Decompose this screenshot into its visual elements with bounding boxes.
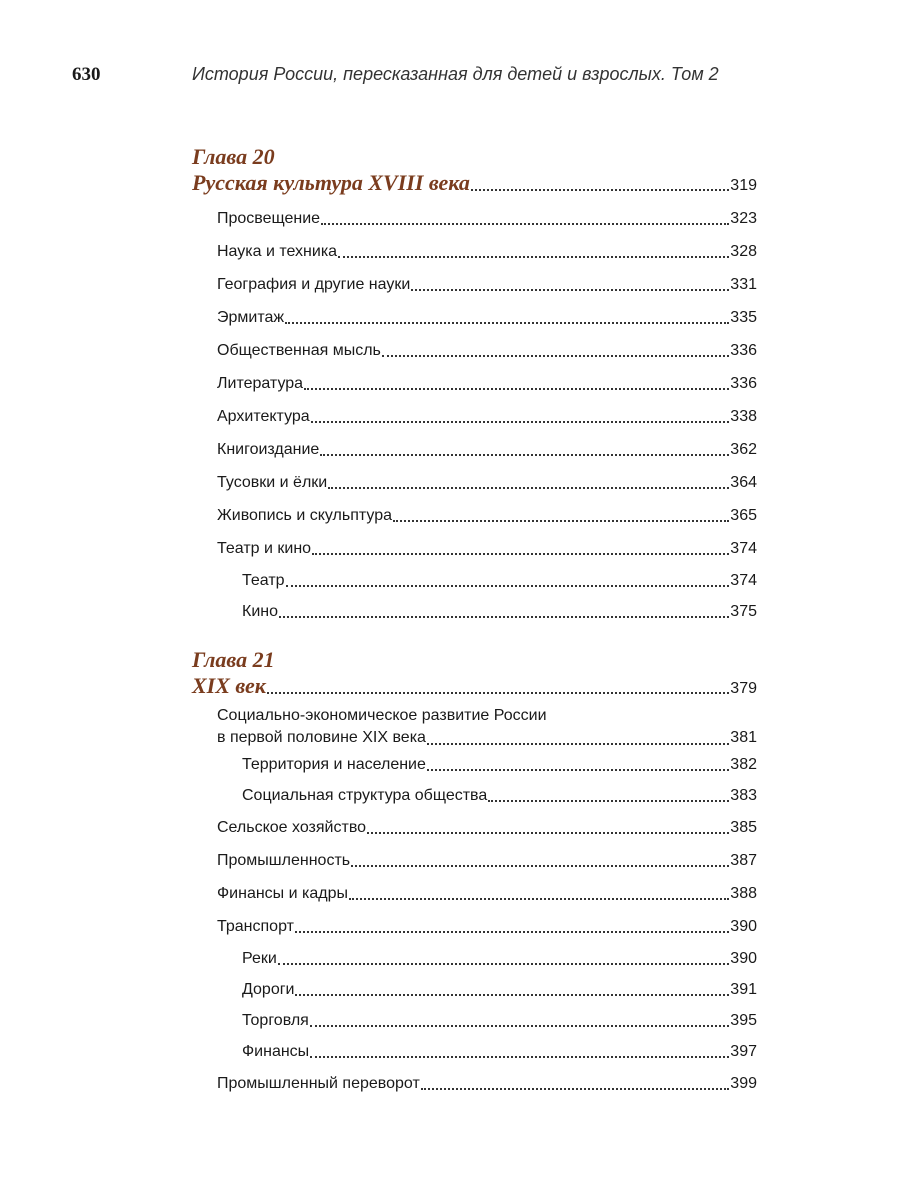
entry-title: Наука и техника	[217, 242, 338, 260]
page-ref: 336	[730, 374, 757, 392]
toc-subentry[interactable]	[192, 596, 757, 627]
dot-leader	[321, 222, 729, 225]
page-ref: 375	[730, 602, 757, 620]
page-ref: 319	[730, 177, 757, 194]
page-ref: 365	[730, 506, 757, 524]
dot-leader	[367, 831, 729, 834]
toc-entry[interactable]	[192, 433, 757, 466]
entry-title: Сельское хозяйство	[217, 818, 367, 836]
dot-leader	[320, 453, 729, 456]
toc-entry[interactable]	[192, 532, 757, 565]
page-ref: 331	[730, 275, 757, 293]
toc-subentry[interactable]	[192, 749, 757, 780]
entry-title: Финансы	[242, 1042, 310, 1060]
entry-title: Дороги	[242, 980, 295, 998]
dot-leader	[295, 930, 729, 933]
toc-entry[interactable]	[192, 367, 757, 400]
page-ref: 395	[730, 1011, 757, 1029]
toc-subentry[interactable]	[192, 943, 757, 974]
entry-title: География и другие науки	[217, 275, 411, 293]
entry-title: Литература	[217, 374, 304, 392]
page-ref: 388	[730, 884, 757, 902]
dot-leader	[328, 486, 729, 489]
toc-entry[interactable]	[192, 235, 757, 268]
page-ref: 381	[730, 729, 757, 746]
dot-leader	[393, 519, 729, 522]
entry-title: Территория и население	[242, 755, 426, 773]
page-ref: 390	[730, 917, 757, 935]
entry-title: Кино	[242, 602, 278, 620]
table-of-contents	[192, 144, 757, 1110]
toc-entry[interactable]	[192, 202, 757, 235]
chapter-title-entry[interactable]	[192, 170, 757, 196]
toc-subentry[interactable]	[192, 1036, 757, 1067]
entry-title: Торговля	[242, 1011, 309, 1029]
entry-title: Промышленный переворот	[217, 1074, 420, 1092]
entry-title: Общественная мысль	[217, 341, 381, 359]
dot-leader	[278, 962, 729, 965]
entry-title: Реки	[242, 949, 277, 967]
toc-entry[interactable]	[192, 844, 757, 877]
entry-title: Финансы и кадры	[217, 884, 348, 902]
page-ref: 323	[730, 209, 757, 227]
page-ref: 374	[730, 571, 757, 589]
page-ref: 382	[730, 755, 757, 773]
dot-leader	[382, 354, 729, 357]
dot-leader	[310, 1024, 729, 1027]
dot-leader	[295, 993, 729, 996]
page-ref: 328	[730, 242, 757, 260]
dot-leader	[488, 799, 729, 802]
page-ref: 362	[730, 440, 757, 458]
page-ref: 336	[730, 341, 757, 359]
page-ref: 374	[730, 539, 757, 557]
toc-subentry[interactable]	[192, 974, 757, 1005]
toc-entry[interactable]	[192, 400, 757, 433]
page-ref: 335	[730, 308, 757, 326]
page-ref: 390	[730, 949, 757, 967]
toc-entry-multiline[interactable]	[192, 705, 757, 749]
entry-title: Социальная структура общества	[242, 786, 488, 804]
dot-leader	[279, 615, 729, 618]
dot-leader	[421, 1087, 730, 1090]
entry-title: Эрмитаж	[217, 308, 285, 326]
page-ref: 364	[730, 473, 757, 491]
dot-leader	[310, 1055, 729, 1058]
entry-title: Тусовки и ёлки	[217, 473, 328, 491]
toc-entry[interactable]	[192, 910, 757, 943]
dot-leader	[338, 255, 729, 258]
chapter-title: XIX век	[192, 673, 266, 698]
page-ref: 383	[730, 786, 757, 804]
dot-leader	[427, 742, 729, 745]
page-ref: 397	[730, 1042, 757, 1060]
page-ref: 385	[730, 818, 757, 836]
entry-title: Театр и кино	[217, 539, 312, 557]
toc-entry[interactable]	[192, 499, 757, 532]
chapter-label: Глава 21	[192, 647, 275, 672]
chapter-title-entry[interactable]	[192, 673, 757, 699]
toc-subentry[interactable]	[192, 565, 757, 596]
page-ref: 379	[730, 680, 757, 697]
dot-leader	[285, 321, 729, 324]
chapter-20	[192, 144, 757, 627]
entry-title: Архитектура	[217, 407, 310, 425]
toc-entry[interactable]	[192, 1067, 757, 1100]
entry-title: Транспорт	[217, 917, 294, 935]
toc-subentry[interactable]	[192, 780, 757, 811]
dot-leader	[286, 584, 730, 587]
dot-leader	[311, 420, 730, 423]
page-ref: 338	[730, 407, 757, 425]
entry-title: Театр	[242, 571, 285, 589]
running-title: История России, пересказанная для детей и взрослых. Том 2	[192, 64, 719, 84]
entry-title-line1: Социально-экономическое развитие России	[217, 707, 547, 724]
entry-title: Промышленность	[217, 851, 351, 869]
chapter-label: Глава 20	[192, 144, 275, 169]
page-ref: 391	[730, 980, 757, 998]
toc-entry[interactable]	[192, 334, 757, 367]
dot-leader	[349, 897, 729, 900]
chapter-21	[192, 647, 757, 1100]
dot-leader	[312, 552, 729, 555]
dot-leader	[267, 691, 729, 694]
entry-title-line2: в первой половине XIX века	[217, 729, 426, 746]
toc-entry[interactable]	[192, 268, 757, 301]
entry-title: Книгоиздание	[217, 440, 320, 458]
dot-leader	[351, 864, 729, 867]
page-number: 630	[72, 64, 101, 85]
toc-entry[interactable]	[192, 811, 757, 844]
chapter-title: Русская культура XVIII века	[192, 170, 470, 195]
page-ref: 399	[730, 1074, 757, 1092]
entry-title: Живопись и скульптура	[217, 506, 392, 524]
toc-subentry[interactable]	[192, 1005, 757, 1036]
dot-leader	[427, 768, 729, 771]
toc-entry[interactable]	[192, 301, 757, 334]
dot-leader	[411, 288, 729, 291]
dot-leader	[471, 188, 729, 191]
page-ref: 387	[730, 851, 757, 869]
entry-title: Просвещение	[217, 209, 321, 227]
dot-leader	[304, 387, 729, 390]
toc-entry[interactable]	[192, 877, 757, 910]
toc-entry[interactable]	[192, 466, 757, 499]
